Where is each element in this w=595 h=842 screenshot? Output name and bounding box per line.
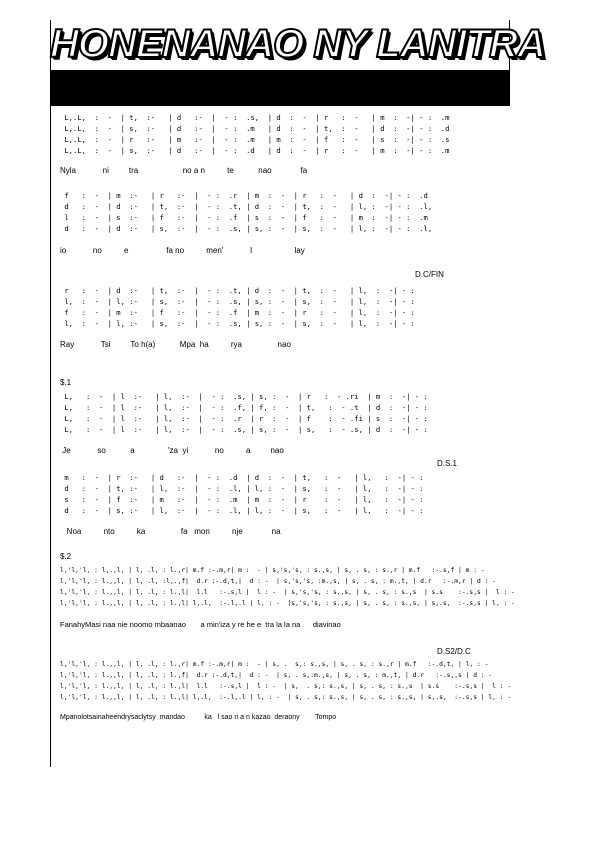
voice-line: L, : - | l :- | l, :- | - : .r | r : - | f : - .fi | s : -| - : (60, 414, 428, 423)
voice-line: L,.L, : - | t, :- | d :- | - : .s, | d : - | r : - | m : -| - : .m (60, 113, 450, 122)
voice-line: f : - | m :- | r :- | - : .r | m : - | r : - | d : -| - : .d (60, 191, 428, 200)
voice-line: L, : - | l :- | l, :- | - : .f, | f, : - | t, : - .t | d : -| - : (60, 403, 428, 412)
voice-line: f : - | m :- | f :- | - : .f | m : - | r : - | l, : -| - : (60, 308, 415, 317)
voice-line: L,.L, : - | s, :- | d :- | - : .m | d : - | t, : - | d : -| - : .d (60, 124, 450, 133)
voice-line: l,'l,'l, : l.,,l, | l, .l, : l.,f| d.r :-.d,t,| d : - | s, . s,:m.,s, | s, . s, : m.,t, | d.r :-.s,,s | d : - (60, 672, 493, 679)
score-system-5 (60, 472, 465, 516)
voice-line: L, : - | l :- | l, :- | - : .s, | s, : - | r : - .ri | m : -| - : (60, 392, 428, 401)
voice-line: l,'l,'l, : l,.,l, | l, .l, : l.,r| m.f :-.m,r| m : - | s,'s,'s, : s.,s, | s, . s, : s.,r | m.f :-.s,f | m : - (60, 567, 485, 574)
score-system-1 (60, 112, 465, 156)
voice-line: r : - | d :- | t, :- | - : .t, | d : - | t, : - | l, : -| - : (60, 286, 415, 295)
lyrics-line: Ray Tsi To h(a) Mpa ha rya nao (60, 340, 291, 349)
voice-line: d : - | d :- | t, :- | - : .t, | d : - | t, : - | l, : -| - : .l, (60, 202, 433, 211)
lyrics-line: FanahyMasi naa nie noomo mbaanao a min'iza y re he e tra la la na diavinao (60, 620, 341, 629)
ds1-mark: D.S.1 (437, 459, 458, 468)
page-title: HONENANAO NY LANITRA (50, 22, 545, 66)
score-system-4 (60, 391, 465, 435)
lyrics-line: Je so a 'za yi no a nao (60, 446, 284, 455)
voice-line: s : - | f :- | m :- | - : .m | m : - | r : - | l, : -| - : (60, 495, 424, 504)
lyrics-line: io no e fa no men' I lay (60, 246, 305, 255)
score-system-3 (60, 285, 465, 329)
segno-2-mark: $.2 (60, 552, 72, 561)
voice-line: l,'l,'l, : l.,,l, | l, .l, : l.,l| l,.l, :-.l,.l | l, : - |s,'s,'s, : s.,s, | s, . s, : s.,s, | s,.s, :-.s,s | l, : - (60, 600, 515, 607)
score-system-2 (60, 190, 465, 234)
voice-line: l, : - | l, :- | s, :- | - : .s, | s, : - | s, : - | l, : -| - : (60, 297, 415, 306)
score-system-7 (60, 659, 512, 703)
voice-line: l, : - | l, :- | s, :- | - : .s, | s, : - | s, : - | l, : -| - : (60, 319, 415, 328)
voice-line: L,.L, : - | r :- | m :- | - : .m | m : - | f : - | s : -| - : .s (60, 135, 450, 144)
title-banner (50, 70, 510, 106)
voice-line: d : - | t, :- | l, :- | - : .l, | l, : - | s, : - | l, : -| - : (60, 484, 424, 493)
voice-line: l,'l,'l, : l.,,l, | l, .l, : l.,l| l.l :-.s,l | l : - | s,'s,'s, : s.,s, | s, . s, : s.,s | s.s :-.s,s | l : - (60, 589, 515, 596)
lyrics-line: Noa nto ka fa mon nje na (60, 527, 281, 536)
voice-line: l,'l,'l, : l.,,l, | l, .l, : l.,l| l.l :-.s,l | l : - | s, . s,: s.,s, | s, . s, : s.,s | s.s :-.s,s | l : - (60, 683, 512, 690)
lyrics-line: Nyla ni tra no a n te nao fa (60, 166, 308, 175)
voice-line: L, : - | l :- | l, :- | - : .s, | s, : - | s, : - .s, | d : -| - : (60, 425, 428, 434)
voice-line: l,'l,'l, : l.,,l, | l, .l, : l.,r| m.f :-.m,r| m : - | s, . s,: s.,s, | s, . s, : s.,r | m.f :-.d,t, | l, : - (60, 661, 489, 668)
left-margin-rule (50, 20, 51, 767)
dc-fin-mark: D.C/FIN (415, 270, 444, 279)
voice-line: d : - | d :- | s, :- | - : .s, | s, : - | s, : - | l, : -| - : .l, (60, 224, 433, 233)
voice-line: L,.L, : - | s, :- | d :- | - : .d | d : - | r : - | m : -| - : .m (60, 146, 450, 155)
score-system-6 (60, 565, 515, 609)
voice-line: d : - | s, :- | l, :- | - : .l, | l, : - | s, : - | l, : -| - : (60, 506, 424, 515)
ds2-dc-mark: D.S2/D.C (437, 647, 471, 656)
voice-line: l,'l,'l, : l.,,l, | l, .l, :l,.,f| d.r :-.d,t,| d : - | s,'s,'s, :m.,s, | s, . s, : m.,t, | d.r :-.m,r | d : - (60, 578, 496, 585)
voice-line: m : - | r :- | d :- | - : .d | d : - | t, : - | l, : -| - : (60, 473, 424, 482)
lyrics-line: Mpanolotsainaheendrysaclytsy mandao ka l sao ri a n kazao deraony Tompo (60, 714, 337, 721)
segno-1-mark: $.1 (60, 378, 72, 387)
voice-line: l,'l,'l, : l.,,l, | l, .l, : l.,l| l,.l, :-.l,.l | l, : - | s, . s,: s.,s, | s, . s, : s.,s, | s,.s, :-.s,s | l, : - (60, 694, 512, 701)
voice-line: l : - | s :- | f :- | - : .f | s : - | f : - | m : -| - : .m (60, 213, 428, 222)
